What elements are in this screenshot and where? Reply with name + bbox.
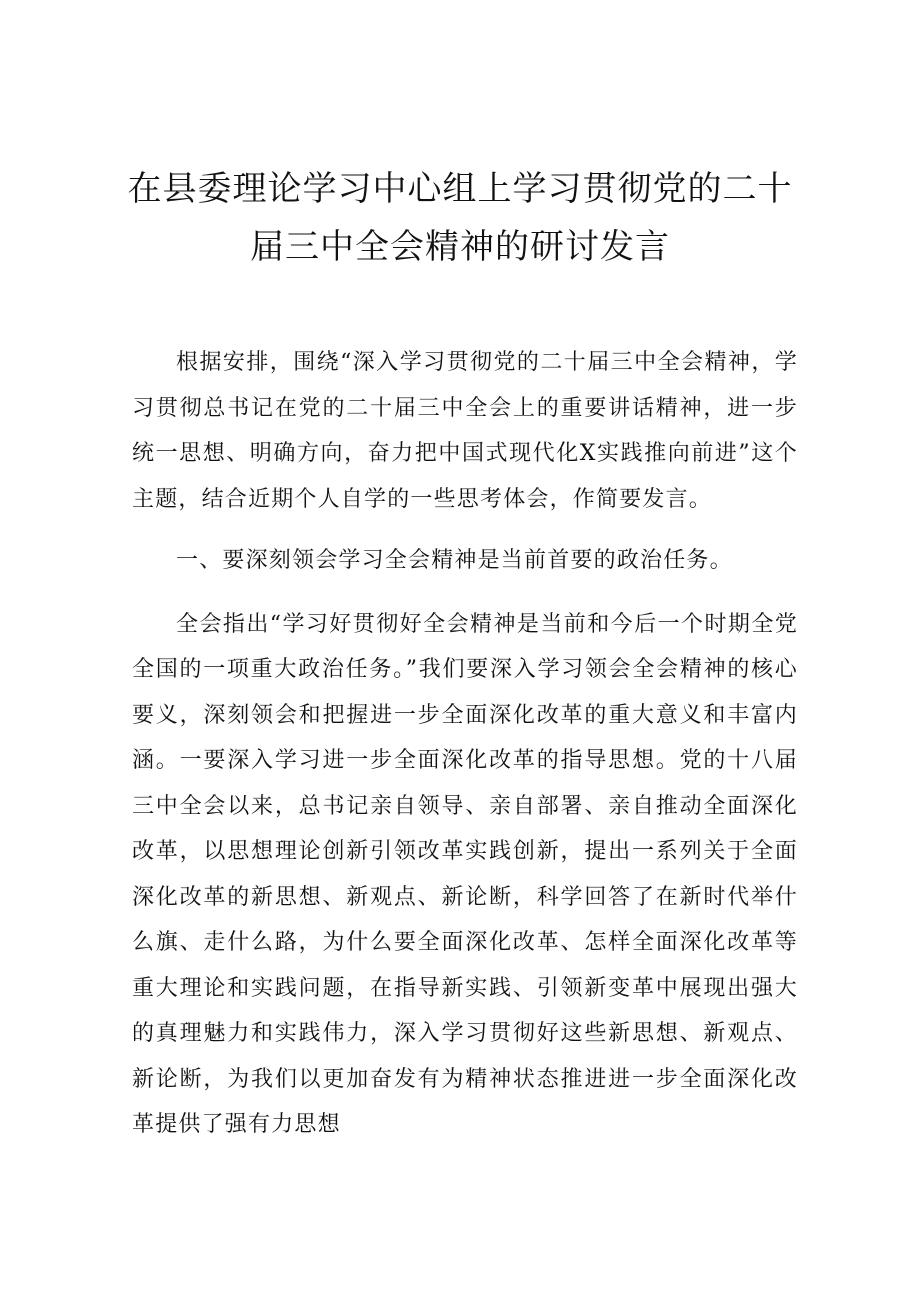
paragraph-section-1: 全会指出“学习好贯彻好全会精神是当前和今后一个时期全党全国的一项重大政治任务。”我们要深入学习领会全会精神的核心要义，深刻领会和把握进一步全面深化改革的重大意义和丰富内涵。一要深入学习进一步全面深化改革的指导思想。党的十八届三中全会以来，总书记亲自领导、亲自部署、亲自推动全面深化改革，以思想理论创新引领改革实践创新，提出一系列关于全面深化改革的新思想、新观点、新论断，科学回答了在新时代举什么旗、走什么路，为什么要全面深化改革、怎样全面深化改革等重大理论和实践问题，在指导新实践、引领新变革中展现出强大的真理魅力和实践伟力，深入学习贯彻好这些新思想、新观点、新论断，为我们以更加奋发有为精神状态推进进一步全面深化改革提供了强有力思想 bbox=[132, 611, 798, 1137]
title-line-2: 届三中全会精神的研讨发言 bbox=[250, 227, 670, 267]
document-title bbox=[120, 160, 800, 276]
section-heading-1: 一、要深刻领会学习全会精神是当前首要的政治任务。 bbox=[176, 548, 733, 573]
paragraph-intro: 根据安排，围绕“深入学习贯彻党的二十届三中全会精神，学习贯彻总书记在党的二十届三中全会上的重要讲话精神，进一步统一思想、明确方向，奋力把中国式现代化X实践推向前进”这个主题，结合近期个人自学的一些思考体会，作简要发言。 bbox=[132, 350, 798, 512]
title-line-1: 在县委理论学习中心组上学习贯彻党的二十 bbox=[127, 169, 793, 209]
document-body bbox=[132, 340, 798, 1164]
